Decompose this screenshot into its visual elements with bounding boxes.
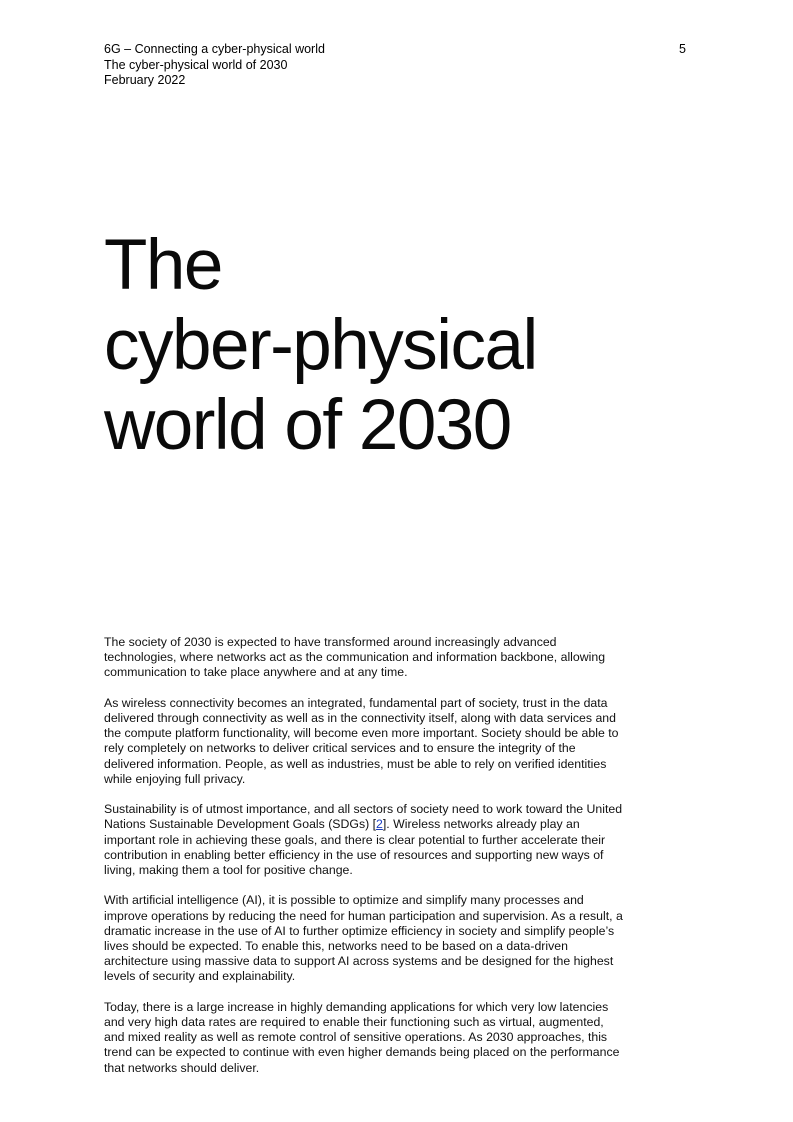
page-number: 5 <box>679 42 686 56</box>
paragraph-demanding-applications: Today, there is a large increase in highly demanding applications for which very low latencies and very high data rates are required to enable their functioning such as virtual, augmented, and mixed reality as well as remote control of sensitive operations. As 2030 approaches, this trend can be expected to continue with even higher demands being placed on the performance that networks should deliver. <box>104 999 620 1075</box>
section-title <box>104 226 537 466</box>
paragraph-sustainability-text-end: ]. Wireless networks already play an important role in achieving these goals, and there is clear potential to further accelerate their contribution in enabling better efficiency in the use of resources and supporting new ways of living, making them a tool for positive change. <box>104 817 606 878</box>
header-report-title: 6G – Connecting a cyber-physical world <box>104 42 325 56</box>
running-header <box>104 42 325 89</box>
section-title-line-3: world of 2030 <box>104 386 511 465</box>
paragraph-society-2030: The society of 2030 is expected to have transformed around increasingly advanced technologies, where networks act as the communication and information backbone, allowing communication to take place anywhere and at any time. <box>104 635 606 680</box>
paragraph-ai: With artificial intelligence (AI), it is possible to optimize and simplify many processes and improve operations by reducing the need for human participation and supervision. As a result, a dramatic increase in the use of AI to further optimize efficiency in society and simplify people’s lives should be expected. To enable this, networks need to be based on a data-driven architecture using massive data to support AI across systems and be designed for the highest levels of security and explainability. <box>104 893 623 984</box>
section-title-line-2: cyber-physical <box>104 306 537 385</box>
header-date: February 2022 <box>104 73 186 87</box>
paragraph-trust: As wireless connectivity becomes an integrated, fundamental part of society, trust in the data delivered through connectivity as well as in the connectivity itself, along with data services and the compute platform functionality, will become even more important. Society should be able to rely completely on networks to deliver critical services and to ensure the integrity of the delivered information. People, as well as industries, must be able to rely on verified identities while enjoying full privacy. <box>104 695 619 786</box>
paragraph-sustainability-text-start: Sustainability is of utmost importance, and all sectors of society need to work toward the United Nations Sustainable Development Goals (SDGs) [ <box>104 802 623 832</box>
header-section-title: The cyber-physical world of 2030 <box>104 57 288 72</box>
reference-link[interactable]: 2 <box>376 817 383 832</box>
body-text <box>104 635 626 1091</box>
paragraph-sustainability <box>104 802 626 878</box>
section-title-line-1: The <box>104 226 222 305</box>
